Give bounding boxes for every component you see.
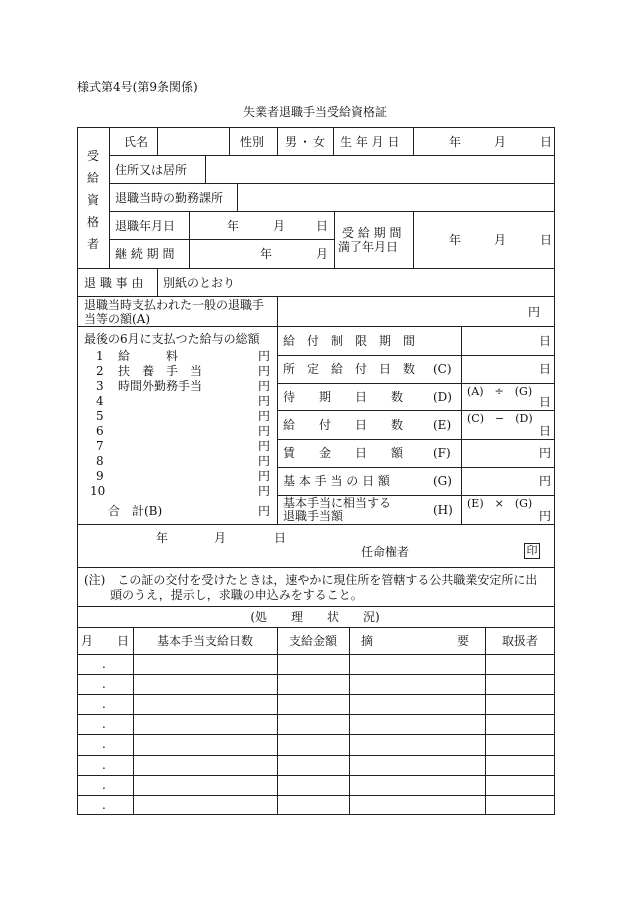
table-row-date-dot: . [102,657,106,671]
salary-item-no: 6 [96,424,104,438]
table-row-date-dot: . [102,697,106,711]
birth-label: 生 年 月 日 [340,135,400,149]
salary-item-yen: 円 [258,349,271,363]
salary-item-no: 5 [96,409,104,423]
office-label: 退職当時の勤務課所 [115,191,224,205]
calc-row-formula: (A) ÷ (G) [467,385,533,398]
retire-date-label: 退職年月日 [115,219,176,233]
salary-item-label: 扶 養 手 当 [118,364,203,378]
salary-total-yen: 円 [258,504,271,518]
calc-row-label: 賃 金 日 額 [283,446,404,460]
salary-item-no: 7 [96,439,104,453]
side-char: 者 [86,237,99,251]
salary-item-yen: 円 [258,454,271,468]
calc-row-label: 給 付 制 限 期 間 [283,333,416,348]
col-amount: 支給金額 [288,634,337,648]
calc-row-label: 所 定 給 付 日 数 [283,362,416,376]
calc-row-label: 給 付 日 数 [283,417,404,432]
calc-row-unit: 円 [539,446,552,460]
calc-row-unit: 日 [539,395,552,409]
salary-item-no: 1 [96,349,104,363]
salary-item-yen: 円 [258,469,271,483]
calc-row-code: (E) [433,417,452,432]
service-year: 年 [260,247,273,261]
calc-row-code: (C) [433,362,452,376]
issue-month: 月 [214,531,227,545]
side-char: 資 [86,193,99,207]
salary-total-label: 合 計(B) [108,504,163,518]
sex-label: 性別 [240,135,265,149]
document-title: 失業者退職手当受給資格証 [242,105,387,119]
authority-label: 任命権者 [361,545,410,559]
salary-header: 最後の6月に支払つた給与の総額 [84,332,260,346]
birth-day: 日 [540,135,553,149]
calc-row-label: 待 期 日 数 [283,389,404,404]
calc-row-label: 基 本 手 当 の 日 額 [283,474,390,488]
table-row-date-dot: . [102,677,106,691]
note-line-1: (注) この証の交付を受けたときは，速やかに現住所を管轄する公共職業安定所に出 [84,573,538,587]
calc-row-code: (F) [433,446,451,460]
salary-item-yen: 円 [258,394,271,408]
salary-item-no: 10 [90,484,106,498]
calc-row-label: 基本手当に相当する [283,496,392,510]
salary-item-yen: 円 [258,484,271,498]
col-handler: 取扱者 [501,634,538,648]
address-label: 住所又は居所 [115,163,188,177]
side-char: 格 [86,215,99,229]
calc-row-code: (D) [433,389,452,404]
salary-item-yen: 円 [258,364,271,378]
col-date: 月 日 [80,634,129,648]
col-summary: 摘 要 [361,634,470,648]
issue-day: 日 [274,531,287,545]
retire-year: 年 [227,219,240,233]
calc-row-unit: 円 [539,474,552,488]
side-char: 給 [86,171,99,185]
reason-value: 別紙のとおり [163,276,236,290]
expiry-year: 年 [449,233,462,247]
col-days: 基本手当支給日数 [156,634,253,648]
table-row-date-dot: . [102,798,106,812]
birth-month: 月 [494,135,507,149]
calc-row-label: 退職手当額 [283,509,344,523]
calc-row-unit: 日 [539,362,552,376]
retire-day: 日 [316,219,329,233]
calc-row-code: (H) [433,502,453,517]
salary-item-label: 給 料 [118,349,179,363]
seal-mark: 印 [524,543,540,559]
salary-item-no: 2 [96,364,104,378]
salary-item-label: 時間外勤務手当 [118,379,203,393]
calc-row-code: (G) [433,474,452,488]
table-row-date-dot: . [102,717,106,731]
issue-year: 年 [156,531,169,545]
retire-pay-label-2: 当等の額(A) [84,312,151,326]
salary-item-no: 3 [96,379,104,393]
service-month: 月 [316,247,329,261]
side-char: 受 [86,149,99,163]
calc-row-formula: (E) × (G) [467,497,533,510]
expiry-day: 日 [540,233,553,247]
birth-year: 年 [449,135,462,149]
calc-row-unit: 日 [539,333,552,348]
salary-item-yen: 円 [258,409,271,423]
retire-month: 月 [273,219,286,233]
salary-item-no: 4 [96,394,104,408]
retire-pay-yen: 円 [528,305,541,319]
calc-row-unit: 円 [539,509,552,523]
table-row-date-dot: . [102,737,106,751]
salary-item-yen: 円 [258,439,271,453]
table-row-date-dot: . [102,758,106,772]
expiry-month: 月 [494,233,507,247]
name-label: 氏名 [124,135,149,149]
form-number: 様式第4号(第9条関係) [77,80,198,94]
calc-row-formula: (C) − (D) [467,412,533,425]
reason-label: 退 職 事 由 [84,276,144,290]
salary-item-yen: 円 [258,424,271,438]
salary-item-no: 9 [96,469,104,483]
expiry-label-2: 満了年月日 [338,240,399,254]
table-row-date-dot: . [102,778,106,792]
sex-value: 男・女 [285,135,328,149]
service-label: 継 続 期 間 [115,247,175,261]
note-line-2: 頭のうえ，提示し，求職の申込みをすること。 [110,588,363,602]
salary-item-no: 8 [96,454,104,468]
salary-item-yen: 円 [258,379,271,393]
calc-row-unit: 日 [539,424,552,438]
retire-pay-label-1: 退職当時支払われた一般の退職手 [84,298,265,312]
status-title: (処 理 状 況) [250,610,380,624]
expiry-label-1: 受 給 期 間 [342,226,402,240]
